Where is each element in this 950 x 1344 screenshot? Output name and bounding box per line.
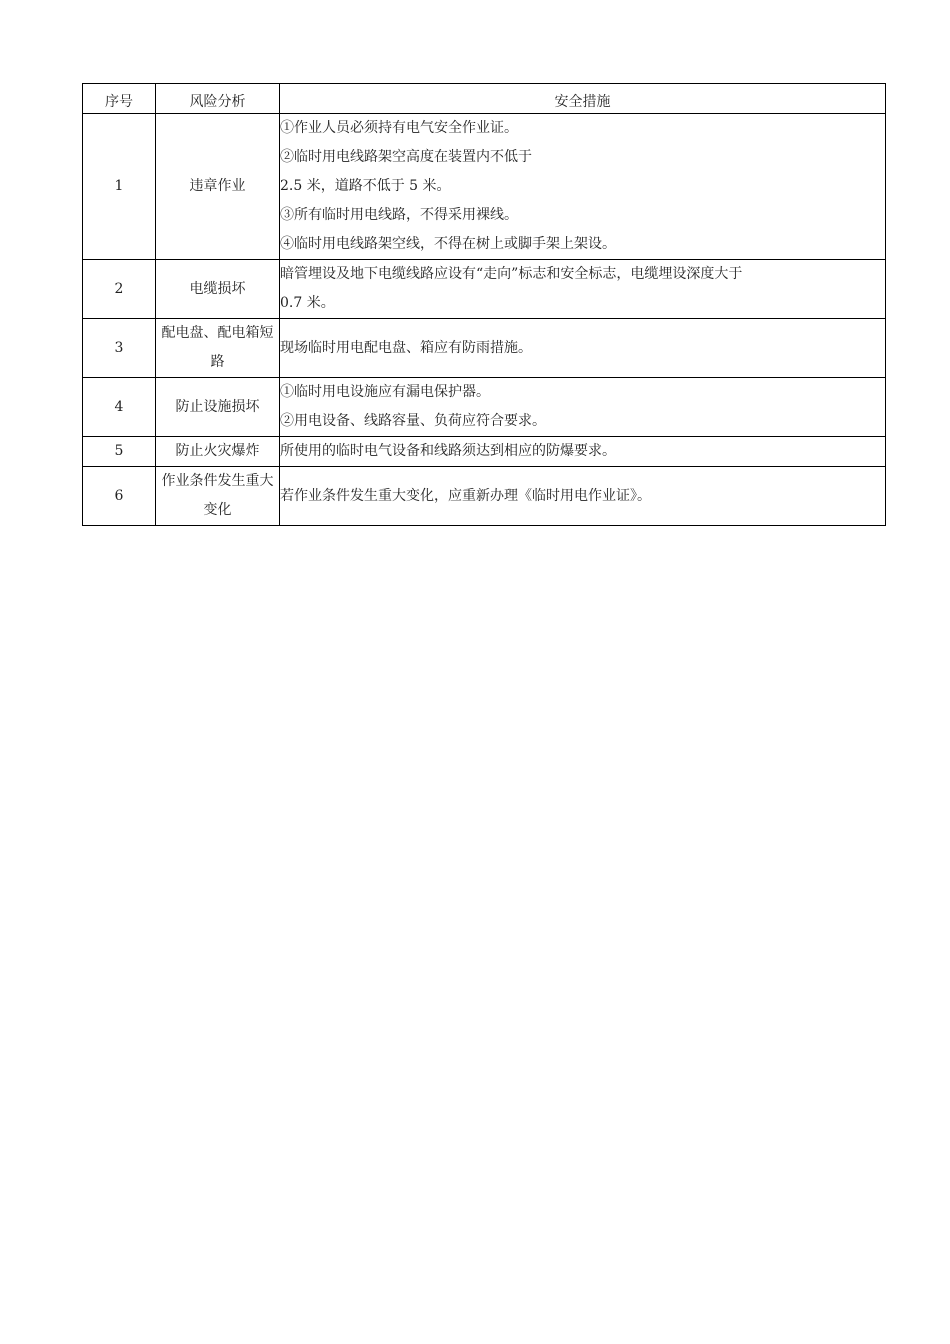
table-row [83, 437, 886, 467]
header-no: 序号 [83, 84, 156, 114]
table-row [83, 260, 886, 319]
header-measures: 安全措施 [280, 84, 886, 114]
row-number: 1 [83, 114, 156, 260]
row-number: 5 [83, 437, 156, 467]
safety-measure [280, 319, 886, 378]
risk-analysis: 防止设施损坏 [156, 378, 280, 437]
safety-measure [280, 378, 886, 437]
risk-analysis: 违章作业 [156, 114, 280, 260]
row-number: 2 [83, 260, 156, 319]
measure-line: ②临时用电线路架空高度在装置内不低于 [280, 149, 532, 165]
table-header-row [83, 84, 886, 114]
measure-line: 2.5 米，道路不低于 5 米。 [280, 178, 451, 194]
measure-line: ④临时用电线路架空线，不得在树上或脚手架上架设。 [280, 236, 616, 252]
risk-analysis: 作业条件发生重大变化 [156, 467, 280, 526]
measure-line: 现场临时用电配电盘、箱应有防雨措施。 [280, 339, 532, 356]
row-number: 6 [83, 467, 156, 526]
measure-line: 暗管埋设及地下电缆线路应设有“走向”标志和安全标志，电缆埋设深度大于 [280, 266, 743, 282]
safety-measure [280, 437, 886, 467]
safety-measure [280, 467, 886, 526]
table-row [83, 467, 886, 526]
safety-measure [280, 260, 886, 319]
measure-line: 所使用的临时电气设备和线路须达到相应的防爆要求。 [280, 443, 616, 459]
row-number: 4 [83, 378, 156, 437]
header-risk: 风险分析 [156, 84, 280, 114]
measure-line: ③所有临时用电线路，不得采用裸线。 [280, 207, 518, 223]
risk-analysis: 电缆损坏 [156, 260, 280, 319]
risk-analysis: 配电盘、配电箱短路 [156, 319, 280, 378]
safety-measures-table [82, 83, 886, 526]
row-number: 3 [83, 319, 156, 378]
measure-line: ①临时用电设施应有漏电保护器。 [280, 384, 490, 400]
measure-line: 若作业条件发生重大变化，应重新办理《临时用电作业证》。 [280, 487, 651, 504]
measure-line: 0.7 米。 [280, 295, 335, 311]
measure-line: ①作业人员必须持有电气安全作业证。 [280, 120, 518, 136]
table-row [83, 319, 886, 378]
safety-measure [280, 114, 886, 260]
measure-line: ②用电设备、线路容量、负荷应符合要求。 [280, 413, 546, 429]
table-row [83, 378, 886, 437]
table-row [83, 114, 886, 260]
risk-analysis: 防止火灾爆炸 [156, 437, 280, 467]
